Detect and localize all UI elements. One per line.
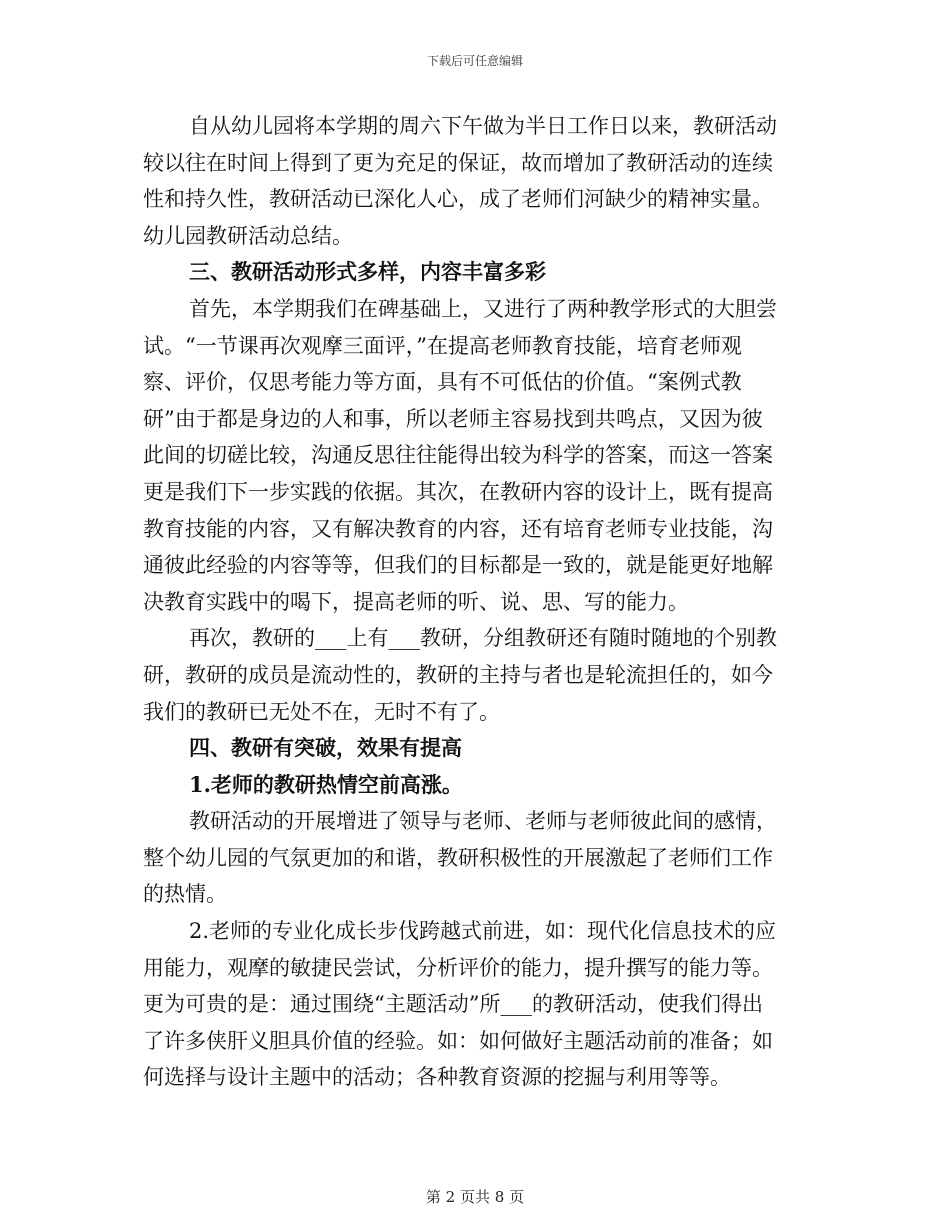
paragraph-line: 察、评价，仅思考能力等方面，具有不可低估的价值。“案例式教 — [143, 370, 742, 395]
paragraph-line: 试。“一节课再次观摩三面评，”在提高老师教育技能，培育老师观 — [143, 333, 742, 358]
paragraph-line: 研，教研的成员是流动性的，教研的主持与者也是轮流担任的，如今 — [143, 662, 773, 687]
paragraph-line: 更为可贵的是：通过围绕“主题活动”所___的教研活动，使我们得出 — [143, 992, 763, 1017]
paragraph-line: 再次，教研的___上有___教研，分组教研还有随时随地的个别教 — [189, 626, 777, 651]
paragraph-line: 何选择与设计主题中的活动；各种教育资源的挖掘与利用等等。 — [143, 1065, 731, 1090]
paragraph-line: 教研活动的开展增进了领导与老师、老师与老师彼此间的感情， — [189, 809, 777, 834]
paragraph-line: 我们的教研已无处不在，无时不有了。 — [143, 699, 500, 724]
paragraph-line: 整个幼儿园的气氛更加的和谐，教研积极性的开展激起了老师们工作 — [143, 845, 773, 870]
paragraph-line: 的热情。 — [143, 882, 227, 907]
paragraph-line: 决教育实践中的喝下，提高老师的听、说、思、写的能力。 — [143, 589, 689, 614]
paragraph-line: 此间的切磋比较，沟通反思往往能得出较为科学的答案，而这一答案 — [143, 443, 773, 468]
section-heading-line: 三、教研活动形式多样，内容丰富多彩 — [189, 259, 546, 285]
paragraph-line: 自从幼儿园将本学期的周六下午做为半日工作日以来，教研活动 — [189, 114, 777, 138]
document-body — [143, 108, 813, 1096]
paragraph-line: 了许多侠肝义胆具价值的经验。如：如何做好主题活动前的准备；如 — [143, 1028, 773, 1053]
paragraph-line: 更是我们下一步实践的依据。其次，在教研内容的设计上，既有提高 — [143, 479, 773, 504]
paragraph-line: 幼儿园教研活动总结。 — [143, 223, 353, 248]
paragraph-line: 用能力，观摩的敏捷民尝试，分析评价的能力，提升撰写的能力等。 — [143, 955, 773, 980]
section-heading-line: 四、教研有突破，效果有提高 — [189, 735, 462, 761]
paragraph-line: 性和持久性，教研活动已深化人心，成了老师们河缺少的精神实量。 — [143, 187, 773, 212]
paragraph-line: 较以往在时间上得到了更为充足的保证，故而增加了教研活动的连续 — [143, 150, 773, 175]
page-header: 下载后可任意编辑 — [426, 54, 523, 68]
paragraph-line: 研”由于都是身边的人和事，所以老师主容易找到共鸣点，又因为彼 — [143, 406, 763, 431]
section-heading-line: 1.老师的教研热情空前高涨。 — [189, 771, 463, 797]
paragraph-line: 教育技能的内容，又有解决教育的内容，还有培育老师专业技能，沟 — [143, 516, 773, 541]
paragraph-line: 首先，本学期我们在碑基础上，又进行了两种教学形式的大胆尝 — [189, 296, 777, 321]
paragraph-line: 2.老师的专业化成长步伐跨越式前进，如：现代化信息技术的应 — [189, 919, 777, 944]
paragraph-line: 通彼此经验的内容等等，但我们的目标都是一致的，就是能更好地解 — [143, 553, 773, 578]
page-footer: 第 2 页共 8 页 — [425, 1188, 525, 1206]
